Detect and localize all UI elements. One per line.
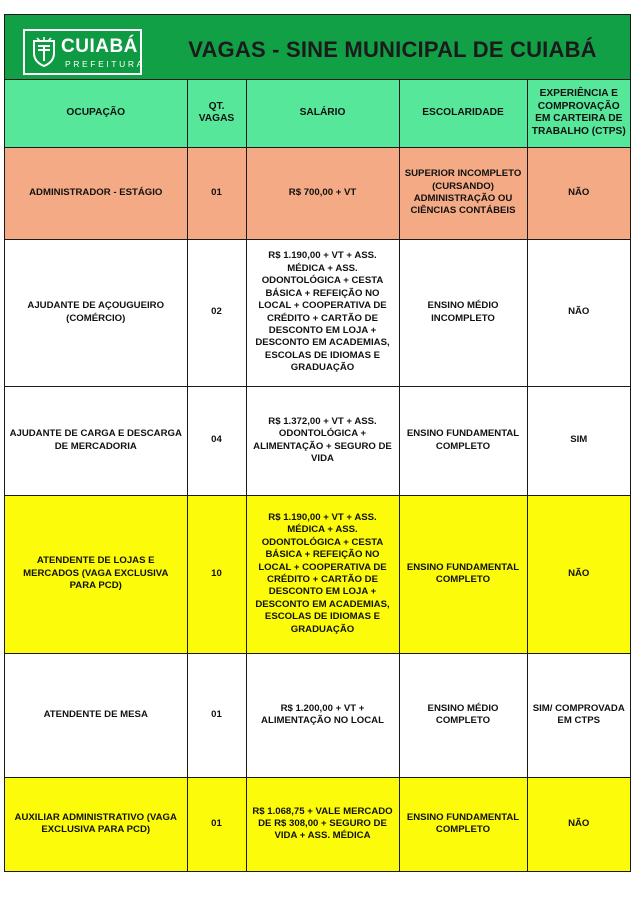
table-row: [5, 495, 630, 653]
column-header-vagas: QT. VAGAS: [187, 80, 246, 147]
page-title: VAGAS - SINE MUNICIPAL DE CUIABÁ: [188, 37, 597, 62]
cell-ocupacao: AUXILIAR ADMINISTRATIVO (VAGA EXCLUSIVA PARA PCD): [5, 777, 187, 871]
logo-name: CUIABÁ: [61, 36, 138, 57]
cell-experiencia: NÃO: [527, 495, 630, 653]
cell-escolaridade: ENSINO FUNDAMENTAL COMPLETO: [399, 777, 527, 871]
cell-experiencia: SIM: [527, 386, 630, 495]
column-header-experiencia: EXPERIÊNCIA E COMPROVAÇÃO EM CARTEIRA DE TRABALHO (CTPS): [527, 80, 630, 147]
cell-escolaridade: ENSINO MÉDIO COMPLETO: [399, 653, 527, 777]
cell-escolaridade: ENSINO MÉDIO INCOMPLETO: [399, 239, 527, 386]
cell-ocupacao: ADMINISTRADOR - ESTÁGIO: [5, 147, 187, 239]
cell-ocupacao: ATENDENTE DE MESA: [5, 653, 187, 777]
logo-subtitle: PREFEITURA: [65, 59, 145, 69]
cell-experiencia: NÃO: [527, 777, 630, 871]
cell-salario: R$ 700,00 + VT: [246, 147, 399, 239]
cell-salario: R$ 1.190,00 + VT + ASS. MÉDICA + ASS. ODONTOLÓGICA + CESTA BÁSICA + REFEIÇÃO NO LOCAL + COOPERATIVA DE CRÉDITO + CARTÃO DE DESCONTO EM LOJA + DESCONTO EM ACADEMIAS, ESCOLAS DE IDIOMAS E GRADUAÇÃO: [246, 239, 399, 386]
cell-salario: R$ 1.200,00 + VT + ALIMENTAÇÃO NO LOCAL: [246, 653, 399, 777]
cell-salario: R$ 1.190,00 + VT + ASS. MÉDICA + ASS. ODONTOLÓGICA + CESTA BÁSICA + REFEIÇÃO NO LOCAL + COOPERATIVA DE CRÉDITO + CARTÃO DE DESCONTO EM LOJA + DESCONTO EM ACADEMIAS, ESCOLAS DE IDIOMAS E GRADUAÇÃO: [246, 495, 399, 653]
cell-experiencia: NÃO: [527, 147, 630, 239]
cell-escolaridade: ENSINO FUNDAMENTAL COMPLETO: [399, 386, 527, 495]
cell-salario: R$ 1.068,75 + VALE MERCADO DE R$ 308,00 + SEGURO DE VIDA + ASS. MÉDICA: [246, 777, 399, 871]
cell-vagas: 01: [187, 777, 246, 871]
table-row: [5, 777, 630, 871]
cell-escolaridade: ENSINO FUNDAMENTAL COMPLETO: [399, 495, 527, 653]
table-row: [5, 239, 630, 386]
table-row: [5, 386, 630, 495]
header-banner: [5, 15, 630, 80]
cell-experiencia: SIM/ COMPROVADA EM CTPS: [527, 653, 630, 777]
column-header-escolaridade: ESCOLARIDADE: [399, 80, 527, 147]
cell-escolaridade: SUPERIOR INCOMPLETO (CURSANDO) ADMINISTRAÇÃO OU CIÊNCIAS CONTÁBEIS: [399, 147, 527, 239]
cell-vagas: 01: [187, 147, 246, 239]
cell-vagas: 02: [187, 239, 246, 386]
cell-experiencia: NÃO: [527, 239, 630, 386]
table-row: [5, 653, 630, 777]
column-header-ocupacao: OCUPAÇÃO: [5, 80, 187, 147]
table-row: [5, 147, 630, 239]
prefeitura-logo: [23, 29, 145, 75]
cell-ocupacao: AJUDANTE DE CARGA E DESCARGA DE MERCADORIA: [5, 386, 187, 495]
cell-vagas: 01: [187, 653, 246, 777]
table-header-row: [5, 80, 630, 147]
cell-vagas: 04: [187, 386, 246, 495]
city-crest-icon: [31, 37, 57, 67]
cell-vagas: 10: [187, 495, 246, 653]
cell-ocupacao: AJUDANTE DE AÇOUGUEIRO (COMÉRCIO): [5, 239, 187, 386]
cell-ocupacao: ATENDENTE DE LOJAS E MERCADOS (VAGA EXCLUSIVA PARA PCD): [5, 495, 187, 653]
cell-salario: R$ 1.372,00 + VT + ASS. ODONTOLÓGICA + ALIMENTAÇÃO + SEGURO DE VIDA: [246, 386, 399, 495]
column-header-salario: SALÁRIO: [246, 80, 399, 147]
vacancies-table: [5, 80, 630, 871]
job-listing-sheet: [4, 14, 631, 872]
